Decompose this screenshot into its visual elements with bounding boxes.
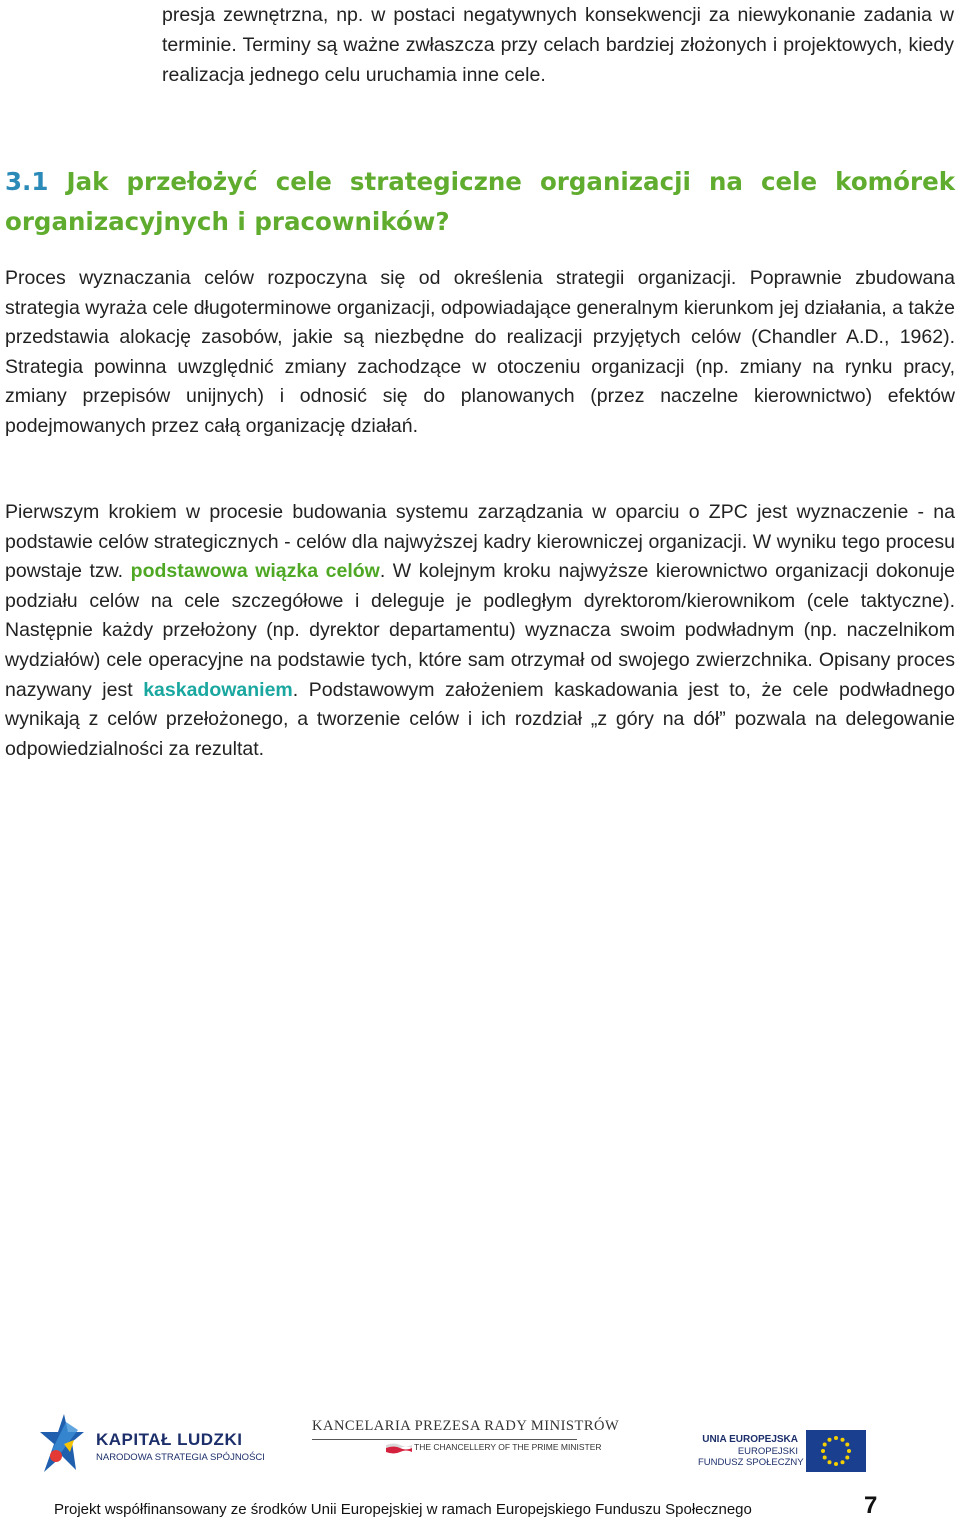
paragraph-cascading: [5, 498, 955, 764]
highlight-basic-goals: podstawowa wiązka celów: [130, 560, 380, 583]
kprm-divider: [312, 1439, 577, 1440]
paragraph-strategy: Proces wyznaczania celów rozpoczyna się od określenia strategii organizacji. Poprawnie zbudowana strategia wyraża cele długoterminowe organizacji, odpowiadające generalnym kierunkom jej działania, a także przedstawia alokację zasobów, jakie są niezbędne do realizacji przyjętych celów (Chandler A.D., 1962). Strategia powinna uwzględnić zmiany zachodzące w otoczeniu organizacji (np. zmiany na rynku pracy, zmiany przepisów unijnych) i odnosić się do planowanych (przez naczelne kierownictwo) efektów podejmowanych przez całą organizację działań.: [5, 267, 955, 437]
footer-logos: [0, 1400, 960, 1480]
kapital-ludzki-title: KAPITAŁ LUDZKI: [96, 1430, 243, 1449]
polish-flag-icon: [386, 1442, 412, 1454]
paragraph-cascading-part2: . W kolejnym kroku najwyższe kierownictwo organizacji dokonuje podziału celów na cele szczegółowe i deleguje je podległym dyrektorom/kierownikom (cele taktyczne). Następnie każdy przełożony (np. dyrektor departamentu) wyznacza swoim podwładnym (np. naczelnikom wydziałów) cele operacyjne na podstawie tych, które sam otrzymał od swojego zwierzchnika. Opisany proces nazywany jest: [5, 560, 956, 701]
eu-line3: FUNDUSZ SPOŁECZNY: [698, 1457, 804, 1468]
highlight-cascading: kaskadowaniem: [143, 678, 293, 701]
kprm-subtitle: THE CHANCELLERY OF THE PRIME MINISTER: [414, 1442, 602, 1452]
kapital-ludzki-logo: [38, 1410, 265, 1474]
kprm-logo: [312, 1418, 620, 1458]
kprm-title: KANCELARIA PREZESA RADY MINISTRÓW: [312, 1418, 620, 1434]
footer-text: Projekt współfinansowany ze środków Unii Europejskiej w ramach Europejskiego Funduszu Społecznego: [54, 1501, 752, 1518]
eu-line1: UNIA EUROPEJSKA: [702, 1434, 798, 1445]
intro-paragraph: presja zewnętrzna, np. w postaci negatywnych konsekwencji za niewykonanie zadania w terminie. Terminy są ważne zwłaszcza przy celach bardziej złożonych i projektowych, kiedy realizacja jednego celu uruchamia inne cele.: [162, 4, 954, 86]
eu-flag-icon: [806, 1430, 866, 1472]
section-number: 3.1: [5, 167, 49, 196]
section-title: Jak przełożyć cele strategiczne organizacji na cele komórek organizacyjnych i pracowników?: [5, 167, 956, 236]
kapital-ludzki-star-icon: [38, 1410, 88, 1474]
paragraph-cascading-part1: Pierwszym krokiem w procesie budowania systemu zarządzania w oparciu o ZPC jest wyznaczenie - na podstawie celów strategicznych - celów dla najwyższej kadry kierowniczej organizacji. W wyniku tego procesu powstaje tzw.: [5, 501, 955, 583]
kapital-ludzki-subtitle: NARODOWA STRATEGIA SPÓJNOŚCI: [96, 1452, 265, 1463]
eu-logo: [698, 1416, 873, 1476]
page-number: 7: [864, 1492, 878, 1519]
section-heading: [5, 162, 955, 242]
paragraph-cascading-part3: . Podstawowym założeniem kaskadowania jest to, że cele podwładnego wynikają z celów przełożonego, a tworzenie celów i ich rozdział „z góry na dół” pozwala na delegowanie odpowiedzialności za rezultat.: [5, 678, 955, 760]
eu-line2: EUROPEJSKI: [737, 1446, 798, 1457]
